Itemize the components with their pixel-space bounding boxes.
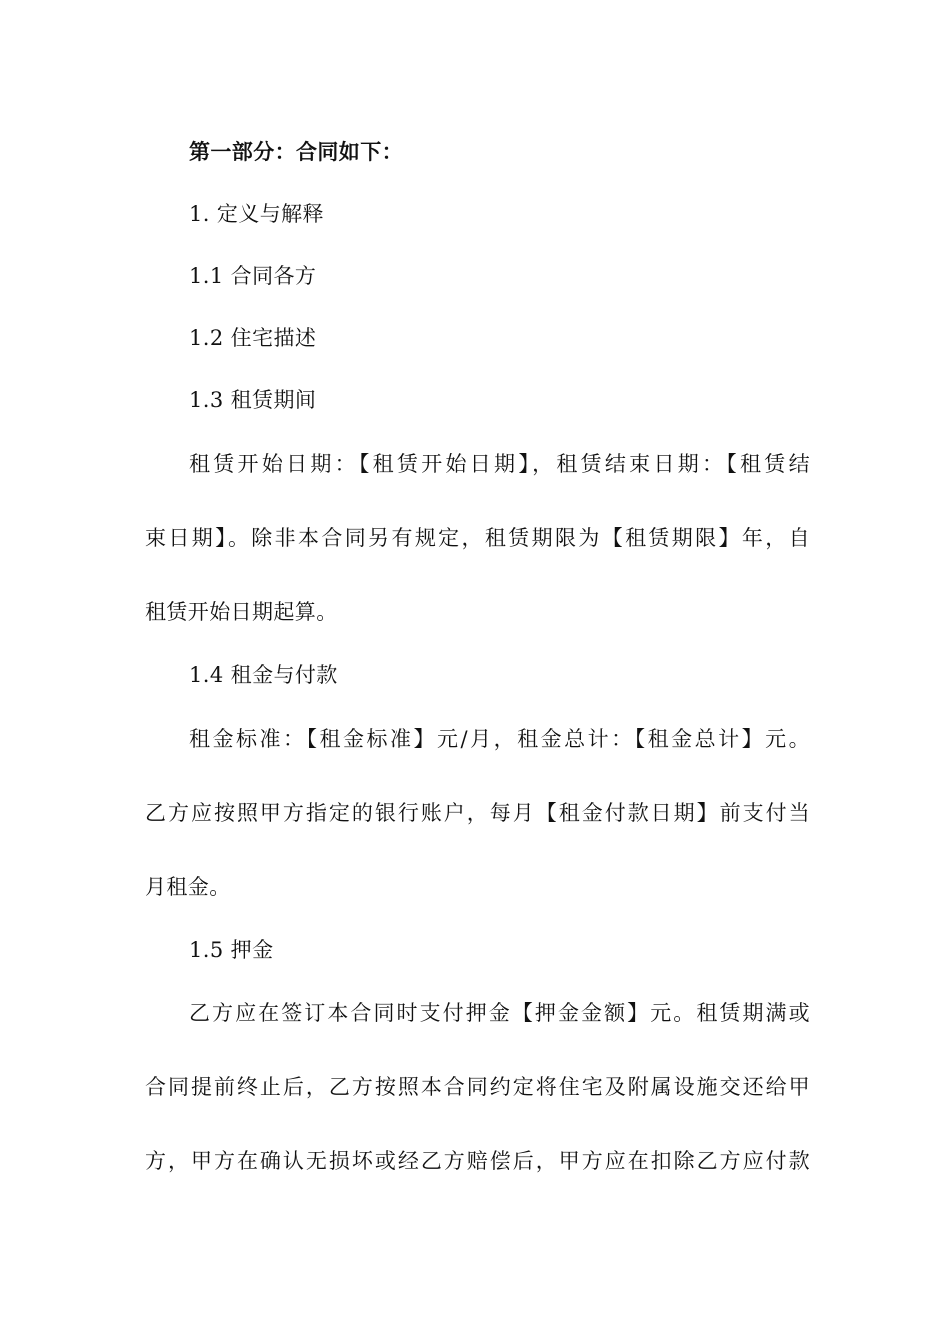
paragraph-line: 乙方应在签订本合同时支付押金【押金金额】元。租赁期满或 — [189, 1001, 810, 1025]
part-heading: 第一部分：合同如下： — [189, 139, 403, 164]
paragraph-line: 束日期】。除非本合同另有规定，租赁期限为【租赁期限】年，自 — [145, 526, 810, 550]
paragraph-line: 乙方应按照甲方指定的银行账户，每月【租金付款日期】前支付当 — [145, 801, 810, 825]
paragraph-line: 租赁开始日期：【租赁开始日期】，租赁结束日期：【租赁结 — [189, 452, 810, 476]
paragraph-line: 合同提前终止后，乙方按照本合同约定将住宅及附属设施交还给甲 — [145, 1075, 810, 1099]
paragraph-line: 租赁开始日期起算。 — [145, 600, 338, 624]
paragraph-line: 租金标准：【租金标准】元/月，租金总计：【租金总计】元。 — [189, 727, 810, 751]
subsection-heading: 1.5 押金 — [189, 938, 274, 962]
paragraph-line: 方，甲方在确认无损坏或经乙方赔偿后，甲方应在扣除乙方应付款 — [145, 1149, 810, 1173]
subsection-heading: 1.3 租赁期间 — [189, 388, 317, 412]
paragraph-line: 月租金。 — [145, 875, 231, 899]
section-heading: 1. 定义与解释 — [189, 202, 324, 226]
subsection-heading: 1.2 住宅描述 — [189, 326, 317, 350]
subsection-heading: 1.4 租金与付款 — [189, 663, 338, 687]
subsection-heading: 1.1 合同各方 — [189, 264, 317, 288]
